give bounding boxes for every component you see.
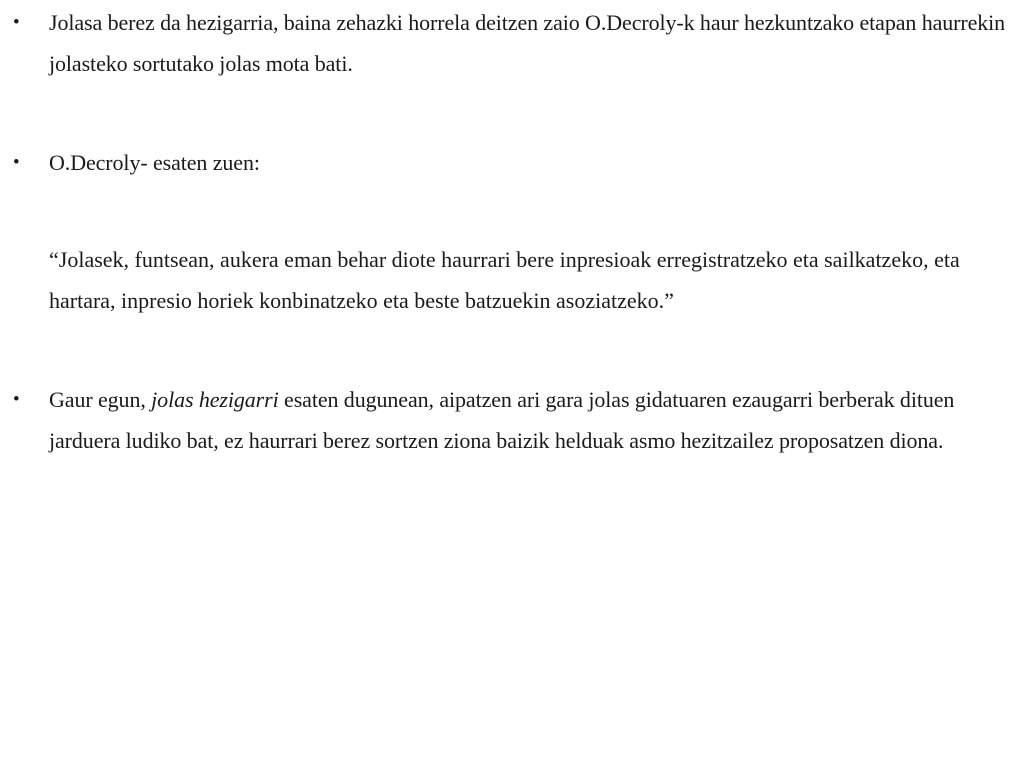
bullet-marker: • — [13, 389, 20, 410]
quote-paragraph: “Jolasek, funtsean, aukera eman behar diote haurrari bere inpresioak erregistratzeko eta sailkatzeko, eta hartara, inpresio horiek konbinatzeko eta beste batzuekin asoziatzeko.” — [49, 247, 960, 313]
bullet-marker: • — [13, 12, 20, 33]
bullet-item-3-lead: Gaur egun, — [49, 387, 152, 412]
bullet-marker: • — [13, 152, 20, 173]
bullet-item-3-rest: esaten dugunean, aipatzen ari gara jolas gidatuaren ezaugarri berberak dituen jarduera ludiko bat, ez haurrari berez sortzen ziona baizik helduak asmo hezitzailez proposatzen diona. — [49, 387, 955, 453]
bullet-item-2-text: O.Decroly- esaten zuen: — [49, 150, 260, 175]
bullet-item-1-text: Jolasa berez da hezigarria, baina zehazki horrela deitzen zaio O.Decroly-k haur hezkuntzako etapan haurrekin jolasteko sortutako jolas mota bati. — [49, 10, 1006, 76]
bullet-item-3-text — [49, 380, 1010, 461]
bullet-item-3-emphasis: jolas hezigarri — [151, 387, 279, 412]
